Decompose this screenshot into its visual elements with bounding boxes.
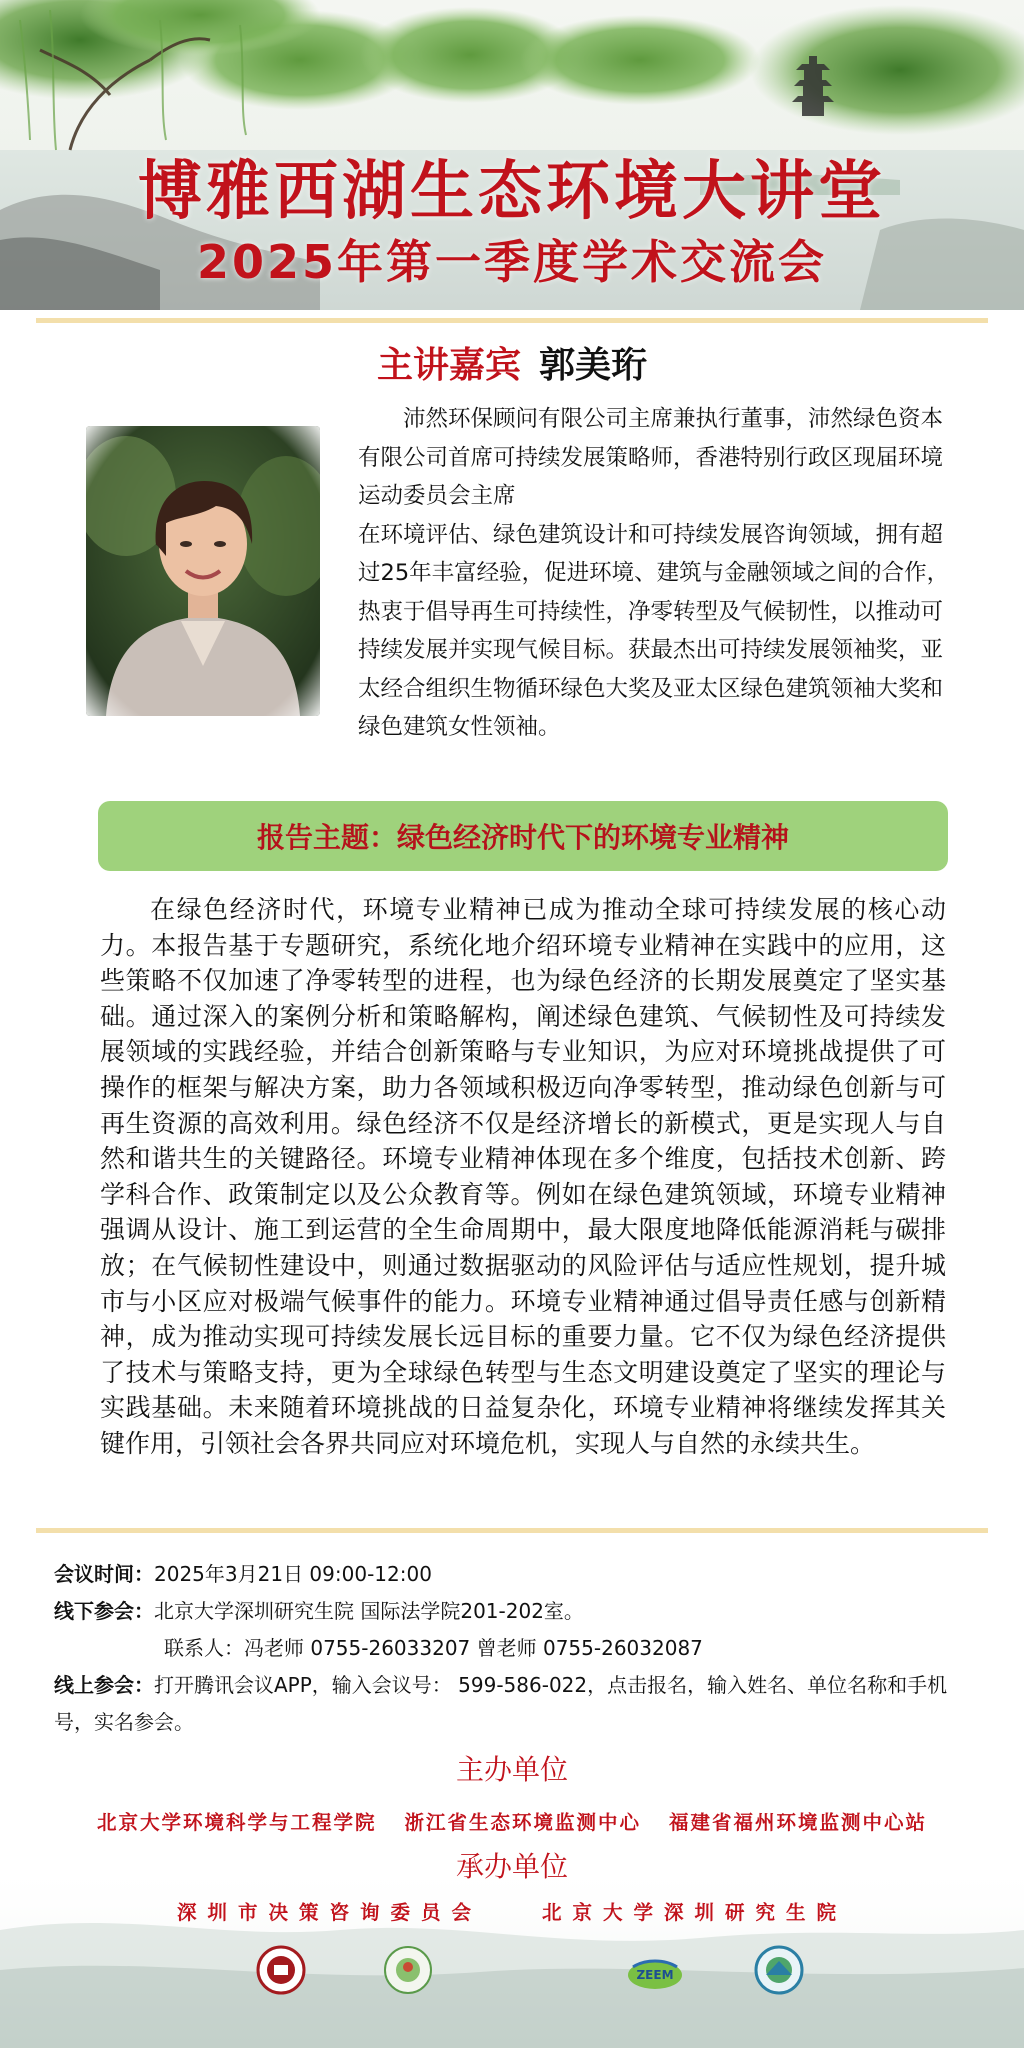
- online-label: 线上参会：: [54, 1673, 154, 1697]
- co-host-item: 北京大学深圳研究生院: [542, 1901, 848, 1924]
- offline-row: [54, 1593, 984, 1630]
- bio-intro: 沛然环保顾问有限公司主席兼执行董事，沛然绿色资本有限公司首席可持续发展策略师，香港特别行政区现届环境运动委员会主席: [358, 406, 944, 509]
- meeting-time-value: 2025年3月21日 09:00-12:00: [154, 1562, 432, 1586]
- divider-bottom: [36, 1528, 988, 1533]
- meeting-time-row: [54, 1556, 984, 1593]
- zeem-logo: [625, 1945, 685, 1995]
- zeem-logo-text: ZEEM: [636, 1968, 674, 1982]
- host-list: [0, 1807, 1024, 1835]
- abstract-text: 在绿色经济时代，环境专业精神已成为推动全球可持续发展的核心动力。本报告基于专题研究，系统化地介绍环境专业精神在实践中的应用，这些策略不仅加速了净零转型的进程，也为绿色经济的长期发展奠定了坚实基础。通过深入的案例分析和策略解构，阐述绿色建筑、气候韧性及可持续发展领域的实践经验，并结合创新策略与专业知识，为应对环境挑战提供了可操作的框架与解决方案，助力各领域积极迈向净零转型，推动绿色创新与可再生资源的高效利用。绿色经济不仅是经济增长的新模式，更是实现人与自然和谐共生的关键路径。环境专业精神体现在多个维度，包括技术创新、跨学科合作、政策制定以及公众教育等。例如在绿色建筑领域，环境专业精神强调从设计、施工到运营的全生命周期中，最大限度地降低能源消耗与碳排放；在气候韧性建设中，则通过数据驱动的风险评估与适应性规划，提升城市与小区应对极端气候事件的能力。环境专业精神通过倡导责任感与创新精神，成为推动实现可持续发展长远目标的重要力量。它不仅为绿色经济提供了技术与策略支持，更为全球绿色转型与生态文明建设奠定了坚实的理论与实践基础。未来随着环境挑战的日益复杂化，环境专业精神将继续发挥其关键作用，引领社会各界共同应对环境危机，实现人与自然的永续共生。: [100, 895, 946, 1458]
- speaker-bio: [358, 400, 958, 747]
- online-value: 打开腾讯会议APP，输入会议号： 599-586-022，点击报名，输入姓名、单位名称和手机号，实名参会。: [54, 1673, 948, 1734]
- offline-label: 线下参会：: [54, 1599, 154, 1623]
- page-title: 博雅西湖生态环境大讲堂: [138, 154, 886, 229]
- host-item: 福建省福州环境监测中心站: [669, 1811, 928, 1834]
- host-item: 北京大学环境科学与工程学院: [96, 1811, 377, 1834]
- peking-university-seal-logo: [256, 1945, 306, 1995]
- co-host-list: [0, 1897, 1024, 1925]
- speaker-label: 主讲嘉宾: [376, 345, 521, 386]
- co-host-item: 深圳市决策咨询委员会: [176, 1901, 482, 1924]
- speaker-name: 郭美珩: [539, 345, 648, 386]
- host-title: 主办单位: [455, 1753, 568, 1786]
- fujian-monitoring-emblem-logo: [754, 1945, 804, 1995]
- host-item: 浙江省生态环境监测中心: [404, 1811, 641, 1834]
- page-subtitle: 2025年第一季度学术交流会: [196, 235, 828, 289]
- co-host-title: 承办单位: [455, 1850, 568, 1883]
- header-banner: [0, 0, 1024, 310]
- meeting-time-label: 会议时间：: [54, 1562, 154, 1586]
- divider-top: [36, 318, 988, 323]
- speaker-photo: [86, 426, 320, 716]
- speaker-heading: [0, 337, 1024, 388]
- offline-value: 北京大学深圳研究生院 国际法学院201-202室。: [154, 1599, 584, 1623]
- meeting-info: [54, 1556, 984, 1741]
- green-emblem-logo: [383, 1945, 433, 1995]
- contact-row: 联系人：冯老师 0755-26033207 曾老师 0755-26032087: [164, 1636, 703, 1660]
- logo-row: [0, 1945, 1024, 2005]
- bio-main: 在环境评估、绿色建筑设计和可持续发展咨询领域，拥有超过25年丰富经验，促进环境、建筑与金融领域之间的合作，热衷于倡导再生可持续性，净零转型及气候韧性，以推动可持续发展并实现气候目标。获最杰出可持续发展领袖奖，亚太经合组织生物循环绿色大奖及亚太区绿色建筑领袖大奖和绿色建筑女性领袖。: [358, 521, 950, 740]
- report-topic-banner: 报告主题：绿色经济时代下的环境专业精神: [98, 801, 948, 871]
- report-abstract: [100, 892, 946, 1462]
- online-row: [54, 1667, 984, 1741]
